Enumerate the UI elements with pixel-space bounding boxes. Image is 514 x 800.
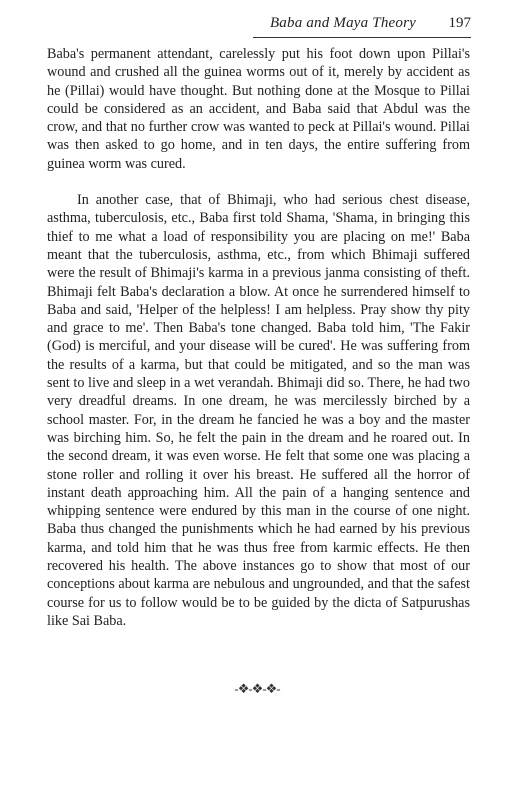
header-rule <box>253 37 471 38</box>
paragraph-2: In another case, that of Bhimaji, who had serious chest disease, asthma, tuberculosis, etc., Baba first told Shama, 'Shama, in bringing this thief to me what a load of responsibility you are placing on me!' Baba meant that the tuberculosis, asthma, etc., from which Bhimaji suffered were the result of Bhimaji's karma in a previous janma consisting of theft. Bhimaji felt Baba's declaration a blow. At once he surrendered himself to Baba and said, 'Helper of the helpless! I am helpless. Pray show thy pity and grace to me'. Then Baba's tone changed. Baba told him, 'The Fakir (God) is merciful, and your disease will be cured'. He was suffering from the results of a karma, but that could be mitigated, and so the man was sent to live and sleep in a wet verandah. Bhimaji did so. There, he had two very dreadful dreams. In one dream, he was mercilessly birched by a school master. For, in the dream he fancied he was a boy and the master was birching him. So, he felt the pain in the dream and he roared out. In the second dream, it was even worse. He felt that some one was placing a stone roller and rolling it over his breast. He suffered all the horror of instant death approaching him. All the pain of a hanging sentence and whipping sentence were endured by this man in the course of one night. Baba thus changed the punishments which he had earned by his previous karma, and told him that he was thus free from karmic effects. He then recovered his health. The above instances go to show that most of our conceptions about karma are nebulous and ungrounded, and that the safest course for us to follow would be to be guided by the dicta of Satpurushas like Sai Baba. <box>47 192 470 629</box>
page-number: 197 <box>448 15 471 31</box>
body-text <box>47 45 470 630</box>
paragraph-1: Baba's permanent attendant, carelessly put his foot down upon Pillai's wound and crushed all the guinea worms out of it, merely by accident as he (Pillai) would have thought. But nothing done at the Mosque to Pillai could be considered as an accident, and Baba said that Abdul was the crow, and that no further crow was wanted to peck at Pillai's wound. Pillai was then asked to go home, and in ten days, the entire suffering from guinea worm was cured. <box>47 46 470 172</box>
section-ornament: -❖-❖-❖- <box>234 681 280 696</box>
running-head <box>48 15 471 37</box>
running-title: Baba and Maya Theory <box>269 15 416 31</box>
